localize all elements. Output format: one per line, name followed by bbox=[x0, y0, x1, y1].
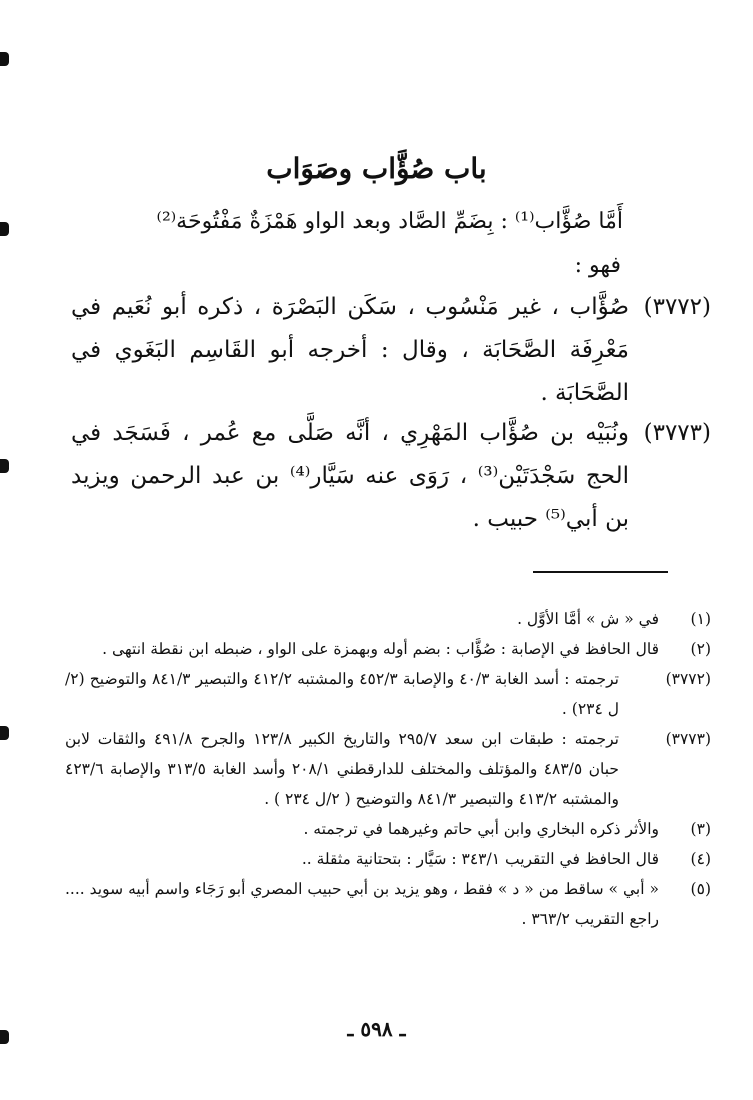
footnote bbox=[65, 724, 711, 814]
footnote-number: (٤) bbox=[690, 850, 711, 868]
entry bbox=[71, 412, 711, 541]
footnote bbox=[65, 844, 711, 874]
binding-mark bbox=[0, 222, 9, 236]
footnote-text: ترجمته : طبقات ابن سعد ٢٩٥/٧ والتاريخ الكبير ١٢٣/٨ والجرح ٤٩١/٨ والثقات لابن حبان ٤٨٣/٥ والمؤتلف والمختلف للدارقطني ٢٠٨/١ وأسد الغابة ٣١٣/٥ والإصابة ٤٢٣/٦ والمشتبه ٤١٣/٢ والتبصير ٨٤١/٣ والتوضيح ( ٢/ل ٢٣٤ ) . bbox=[65, 730, 619, 808]
footnote bbox=[65, 604, 711, 634]
footnote-number: (٣٧٧٣) bbox=[665, 730, 711, 748]
footnote-text: والأثر ذكره البخاري وابن أبي حاتم وغيرهما في ترجمته . bbox=[303, 820, 659, 838]
chapter-intro bbox=[93, 200, 623, 288]
entry-number: (٣٧٧٣) bbox=[643, 420, 711, 446]
footnote-text: قال الحافظ في الإصابة : صُؤَّاب : بضم أوله وبهمزة على الواو ، ضبطه ابن نقطة انتهى . bbox=[102, 640, 659, 658]
entry-text: صُؤَّاب ، غير مَنْسُوب ، سَكَن البَصْرَة ، ذكره أبو نُعَيم في مَعْرِفَة الصَّحَابَة ، وقال : أخرجه أبو القَاسِم البَغَوي في الصَّحَابَة . bbox=[71, 294, 629, 406]
footnote bbox=[65, 634, 711, 664]
footnote-number: (٣٧٧٢) bbox=[665, 670, 711, 688]
footnote-number: (٥) bbox=[690, 880, 711, 898]
footnote-text: « أبي » ساقط من « د » فقط ، وهو يزيد بن أبي حبيب المصري أبو رَجَاء واسم أبيه سويد .... راجع التقريب ٣٦٣/٢ . bbox=[65, 880, 659, 928]
entry-text: ونُبَيْه بن صُؤَّاب المَهْرِي ، أنَّه صَلَّى مع عُمر ، فَسَجَد في الحج سَجْدَتَيْن⁽³⁾ ، رَوَى عنه سَيَّار⁽⁴⁾ بن عبد الرحمن ويزيد بن أبي⁽⁵⁾ حبيب . bbox=[71, 420, 629, 532]
footnote bbox=[65, 664, 711, 724]
footnote bbox=[65, 874, 711, 934]
binding-mark bbox=[0, 52, 9, 66]
footnote-number: (١) bbox=[690, 610, 711, 628]
intro-continuation: فهو : bbox=[574, 253, 621, 278]
footnote-text: ترجمته : أسد الغابة ٤٠/٣ والإصابة ٤٥٢/٣ والمشتبه ٤١٢/٢ والتبصير ٨٤١/٣ والتوضيح (٢/ ل ٢٣٤) . bbox=[65, 670, 619, 718]
chapter-title: باب صُؤَّاب وصَوَاب bbox=[266, 152, 487, 185]
binding-mark bbox=[0, 459, 9, 473]
footnote-text: قال الحافظ في التقريب ٣٤٣/١ : سَيَّار : بتحتانية مثقلة .. bbox=[301, 850, 659, 868]
intro-line: أَمَّا صُؤَّاب⁽¹⁾ : بِضَمِّ الصَّاد وبعد الواو هَمْزَةٌ مَفْتُوحَة⁽²⁾ bbox=[156, 209, 623, 234]
footnote-number: (٣) bbox=[690, 820, 711, 838]
binding-mark bbox=[0, 726, 9, 740]
footnote-text: في « ش » أمَّا الأوَّل . bbox=[517, 610, 659, 628]
entry bbox=[71, 286, 711, 415]
footnote bbox=[65, 814, 711, 844]
footnote-separator bbox=[533, 571, 668, 573]
footnote-number: (٢) bbox=[690, 640, 711, 658]
footnotes bbox=[65, 604, 711, 934]
entry-number: (٣٧٧٢) bbox=[643, 294, 711, 320]
page-number: ـ ٥٩٨ ـ bbox=[347, 1017, 406, 1041]
